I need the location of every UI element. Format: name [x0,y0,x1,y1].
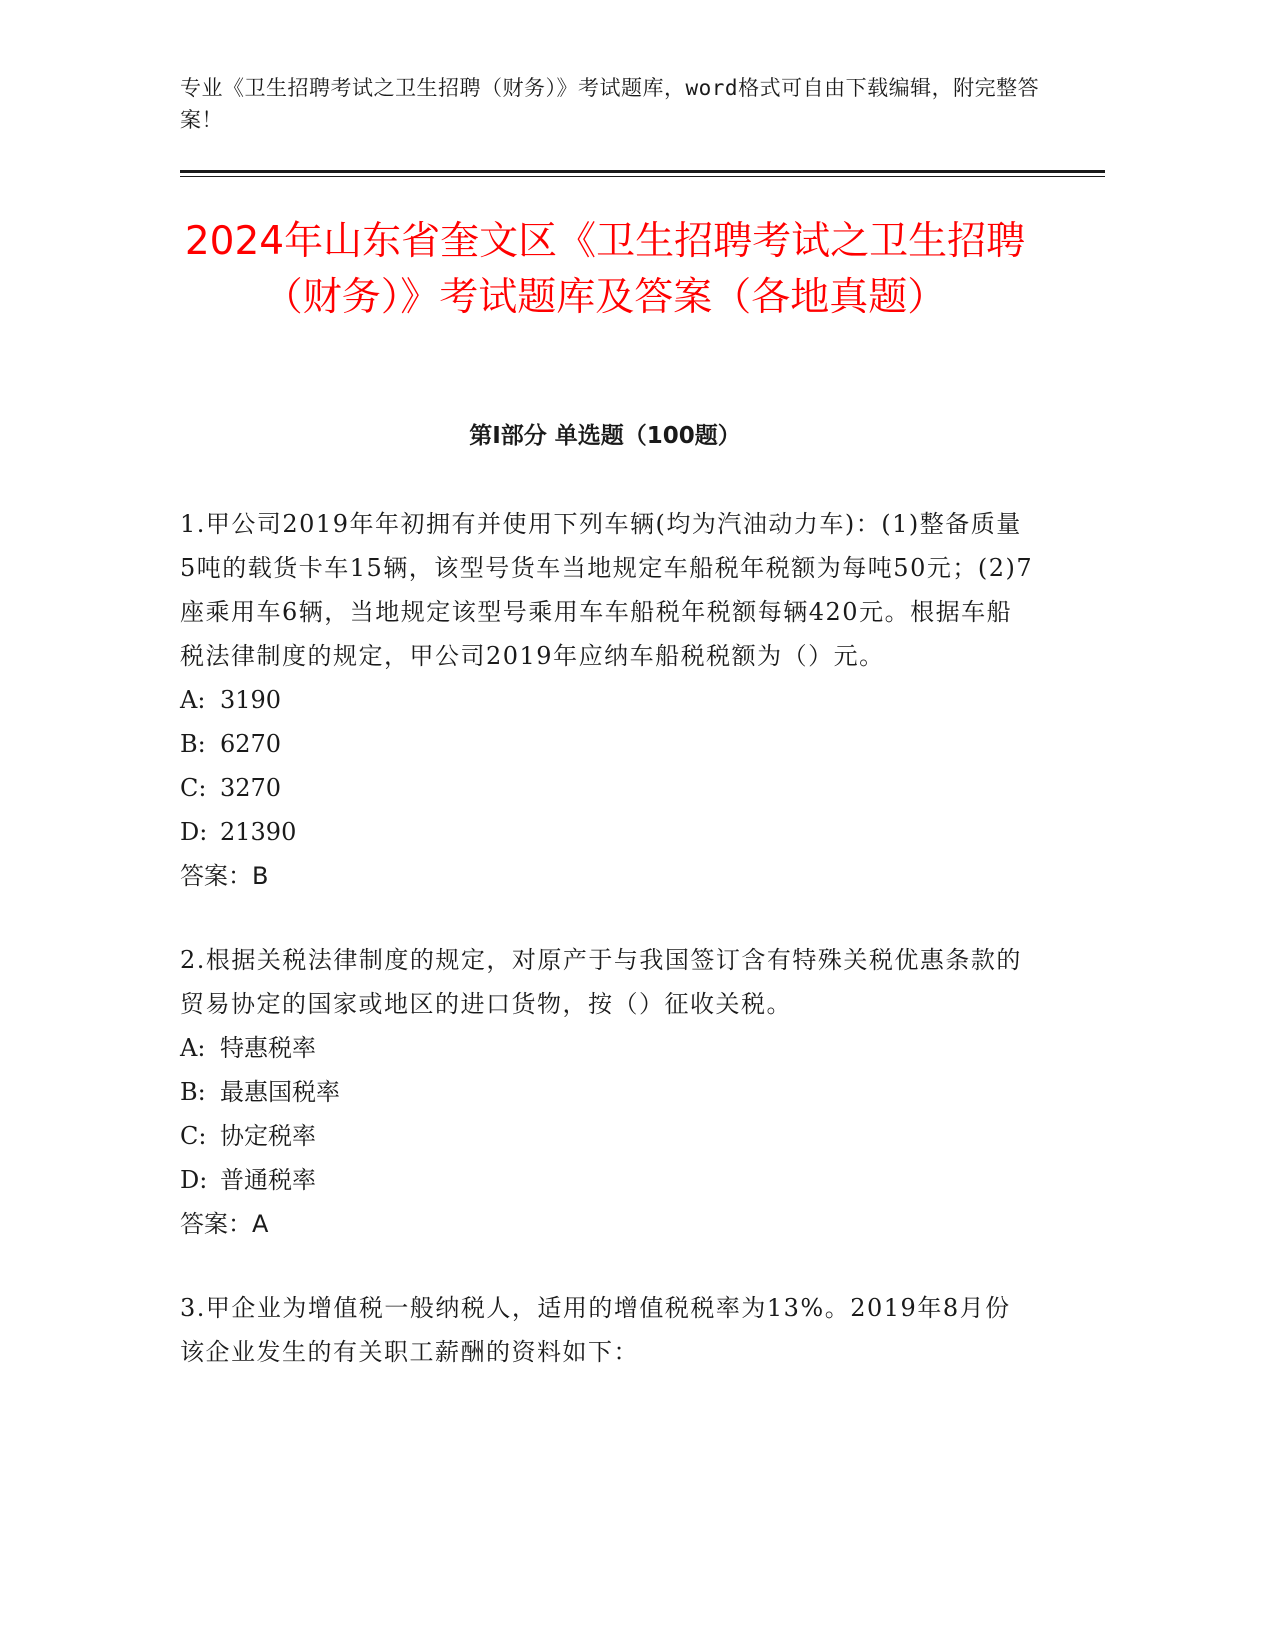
option-value: 最惠国税率 [220,1078,340,1106]
option-key: D: [180,1166,208,1194]
option-d [180,1158,1035,1202]
option-a [180,1026,1035,1070]
header-note: 专业《卫生招聘考试之卫生招聘（财务）》考试题库，word格式可自由下载编辑，附完整答案！ [180,76,1040,132]
option-d [180,810,1035,854]
option-value: 21390 [220,818,297,846]
option-c [180,1114,1035,1158]
question-text: 2.根据关税法律制度的规定，对原产于与我国签订含有特殊关税优惠条款的贸易协定的国家或地区的进口货物，按（）征收关税。 [180,946,1022,1018]
option-key: C: [180,1122,207,1150]
option-c [180,766,1035,810]
option-key: B: [180,1078,206,1106]
question-1 [180,502,1035,898]
option-key: B: [180,730,206,758]
document-title: 2024年山东省奎文区《卫生招聘考试之卫生招聘（财务）》考试题库及答案（各地真题） [184,219,1026,320]
answer: 答案：B [180,862,269,890]
option-value: 特惠税率 [220,1034,316,1062]
question-2 [180,938,1035,1246]
option-b [180,1070,1035,1114]
question-text: 1.甲公司2019年年初拥有并使用下列车辆(均为汽油动力车)：(1)整备质量5吨的载货卡车15辆，该型号货车当地规定车船税年税额为每吨50元；(2)7座乘用车6辆，当地规定该型号乘用车车船税年税额每辆420元。根据车船税法律制度的规定，甲公司2019年应纳车船税税额为（）元。 [180,510,1034,670]
option-value: 3190 [220,686,282,714]
option-key: A: [180,686,206,714]
question-text: 3.甲企业为增值税一般纳税人，适用的增值税税率为13%。2019年8月份该企业发生的有关职工薪酬的资料如下： [180,1294,1011,1366]
option-b [180,722,1035,766]
option-key: C: [180,774,207,802]
section-title: 第I部分 单选题（100题） [469,423,741,449]
option-value: 6270 [220,730,282,758]
option-key: A: [180,1034,206,1062]
question-list [180,502,1035,1414]
option-a [180,678,1035,722]
option-key: D: [180,818,208,846]
option-value: 普通税率 [220,1166,316,1194]
option-value: 协定税率 [220,1122,316,1150]
header-rule-thin [180,176,1105,177]
answer: 答案：A [180,1210,269,1238]
header-rule-thick [180,170,1105,173]
question-3 [180,1286,1035,1374]
option-value: 3270 [220,774,282,802]
